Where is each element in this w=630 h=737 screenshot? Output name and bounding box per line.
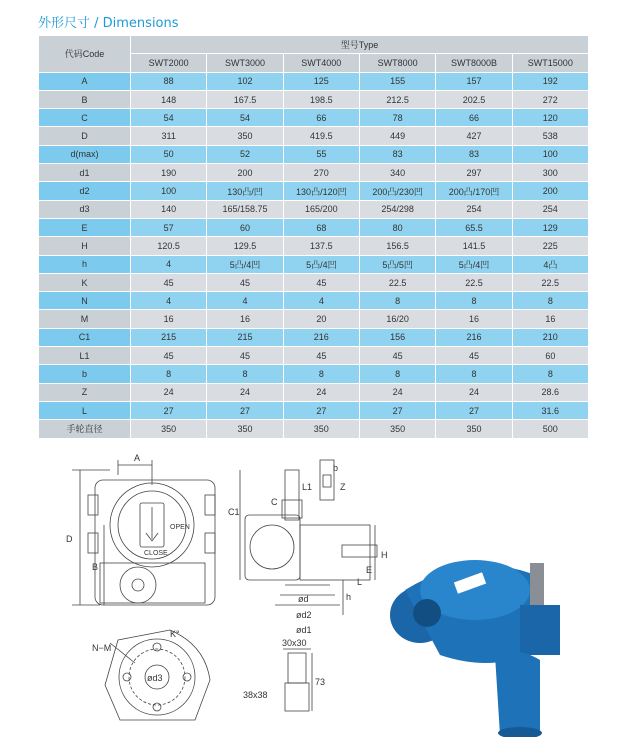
- table-row: [39, 310, 589, 328]
- value-cell: 5凸/4凹: [207, 255, 283, 273]
- value-cell: 141.5: [436, 237, 512, 255]
- value-cell: 16/20: [359, 310, 435, 328]
- value-cell: 24: [436, 383, 512, 401]
- value-cell: 350: [436, 420, 512, 438]
- value-cell: 340: [359, 164, 435, 182]
- value-cell: 225: [512, 237, 588, 255]
- table-row: [39, 347, 589, 365]
- value-cell: 50: [131, 145, 207, 163]
- table-row: [39, 328, 589, 346]
- value-cell: 45: [131, 347, 207, 365]
- value-cell: 57: [131, 218, 207, 236]
- code-cell: A: [39, 72, 131, 90]
- value-cell: 192: [512, 72, 588, 90]
- value-cell: 5凸/4凹: [283, 255, 359, 273]
- value-cell: 8: [283, 365, 359, 383]
- table-row: [39, 182, 589, 200]
- value-cell: 215: [131, 328, 207, 346]
- label-NM: N−M: [92, 643, 112, 653]
- value-cell: 157: [436, 72, 512, 90]
- dimension-drawings: [0, 445, 630, 737]
- value-cell: 8: [512, 365, 588, 383]
- value-cell: 45: [131, 273, 207, 291]
- table-row: [39, 218, 589, 236]
- value-cell: 16: [131, 310, 207, 328]
- value-cell: 27: [207, 401, 283, 419]
- code-cell: Z: [39, 383, 131, 401]
- value-cell: 254/298: [359, 200, 435, 218]
- value-cell: 129.5: [207, 237, 283, 255]
- value-cell: 16: [436, 310, 512, 328]
- value-cell: 167.5: [207, 90, 283, 108]
- label-E: E: [366, 565, 373, 575]
- value-cell: 8: [359, 365, 435, 383]
- code-cell: d1: [39, 164, 131, 182]
- code-header: 代码Code: [39, 36, 131, 73]
- value-cell: 27: [283, 401, 359, 419]
- label-h: h: [346, 592, 352, 602]
- label-d2: ød2: [296, 610, 312, 620]
- value-cell: 297: [436, 164, 512, 182]
- value-cell: 45: [283, 273, 359, 291]
- label-d3: ød3: [147, 673, 163, 683]
- value-cell: 16: [207, 310, 283, 328]
- value-cell: 80: [359, 218, 435, 236]
- code-cell: M: [39, 310, 131, 328]
- value-cell: 4: [283, 292, 359, 310]
- value-cell: 212.5: [359, 90, 435, 108]
- value-cell: 100: [131, 182, 207, 200]
- value-cell: 272: [512, 90, 588, 108]
- value-cell: 165/158.75: [207, 200, 283, 218]
- label-L1: L1: [302, 482, 313, 492]
- label-d1: ød1: [296, 625, 312, 635]
- value-cell: 24: [283, 383, 359, 401]
- value-cell: 130凸/凹: [207, 182, 283, 200]
- value-cell: 202.5: [436, 90, 512, 108]
- label-30x30: 30x30: [282, 638, 307, 648]
- label-close: CLOSE: [144, 550, 168, 557]
- value-cell: 350: [131, 420, 207, 438]
- value-cell: 155: [359, 72, 435, 90]
- code-cell: 手轮直径: [39, 420, 131, 438]
- code-cell: C1: [39, 328, 131, 346]
- value-cell: 83: [359, 145, 435, 163]
- table-row: [39, 109, 589, 127]
- value-cell: 4: [131, 255, 207, 273]
- value-cell: 8: [436, 292, 512, 310]
- label-38x38: 38x38: [243, 690, 268, 700]
- value-cell: 68: [283, 218, 359, 236]
- value-cell: 60: [207, 218, 283, 236]
- code-cell: N: [39, 292, 131, 310]
- value-cell: 31.6: [512, 401, 588, 419]
- model-header-cell: SWT8000: [359, 54, 435, 72]
- value-cell: 54: [207, 109, 283, 127]
- value-cell: 22.5: [436, 273, 512, 291]
- shaft-detail-drawing: [243, 638, 325, 711]
- value-cell: 427: [436, 127, 512, 145]
- key-detail-drawing: [320, 460, 346, 500]
- table-row: [39, 164, 589, 182]
- value-cell: 83: [436, 145, 512, 163]
- value-cell: 65.5: [436, 218, 512, 236]
- value-cell: 22.5: [359, 273, 435, 291]
- value-cell: 88: [131, 72, 207, 90]
- value-cell: 311: [131, 127, 207, 145]
- value-cell: 130凸/120凹: [283, 182, 359, 200]
- model-header-cell: SWT4000: [283, 54, 359, 72]
- table-row: [39, 200, 589, 218]
- model-header-cell: SWT2000: [131, 54, 207, 72]
- value-cell: 60: [512, 347, 588, 365]
- value-cell: 350: [359, 420, 435, 438]
- model-header-cell: SWT15000: [512, 54, 588, 72]
- label-B: B: [92, 562, 99, 572]
- value-cell: 5凸/5凹: [359, 255, 435, 273]
- type-header: 型号Type: [131, 36, 589, 54]
- value-cell: 449: [359, 127, 435, 145]
- code-cell: H: [39, 237, 131, 255]
- table-row: [39, 90, 589, 108]
- value-cell: 78: [359, 109, 435, 127]
- label-C: C: [271, 497, 278, 507]
- value-cell: 200: [512, 182, 588, 200]
- model-header-cell: SWT3000: [207, 54, 283, 72]
- value-cell: 4: [207, 292, 283, 310]
- value-cell: 8: [436, 365, 512, 383]
- value-cell: 200凸/230凹: [359, 182, 435, 200]
- value-cell: 350: [283, 420, 359, 438]
- label-open: OPEN: [170, 524, 190, 531]
- label-L: L: [357, 577, 363, 587]
- code-cell: D: [39, 127, 131, 145]
- code-cell: C: [39, 109, 131, 127]
- value-cell: 350: [207, 420, 283, 438]
- value-cell: 22.5: [512, 273, 588, 291]
- table-row: [39, 401, 589, 419]
- code-cell: L: [39, 401, 131, 419]
- label-b: b: [333, 463, 339, 473]
- value-cell: 27: [436, 401, 512, 419]
- value-cell: 210: [512, 328, 588, 346]
- value-cell: 54: [131, 109, 207, 127]
- value-cell: 45: [436, 347, 512, 365]
- code-cell: L1: [39, 347, 131, 365]
- code-cell: B: [39, 90, 131, 108]
- table-row: [39, 420, 589, 438]
- value-cell: 24: [131, 383, 207, 401]
- code-cell: h: [39, 255, 131, 273]
- value-cell: 27: [131, 401, 207, 419]
- value-cell: 254: [436, 200, 512, 218]
- value-cell: 198.5: [283, 90, 359, 108]
- front-view-drawing: [66, 453, 215, 605]
- value-cell: 66: [283, 109, 359, 127]
- value-cell: 16: [512, 310, 588, 328]
- code-cell: d(max): [39, 145, 131, 163]
- value-cell: 190: [131, 164, 207, 182]
- table-row: [39, 383, 589, 401]
- label-Z: Z: [340, 482, 346, 492]
- value-cell: 500: [512, 420, 588, 438]
- value-cell: 137.5: [283, 237, 359, 255]
- value-cell: 120: [512, 109, 588, 127]
- code-cell: d2: [39, 182, 131, 200]
- label-A: A: [134, 453, 141, 463]
- value-cell: 102: [207, 72, 283, 90]
- table-row: [39, 273, 589, 291]
- value-cell: 215: [207, 328, 283, 346]
- value-cell: 100: [512, 145, 588, 163]
- value-cell: 20: [283, 310, 359, 328]
- value-cell: 4凸: [512, 255, 588, 273]
- model-header-cell: SWT8000B: [436, 54, 512, 72]
- value-cell: 8: [359, 292, 435, 310]
- table-row: [39, 72, 589, 90]
- value-cell: 216: [283, 328, 359, 346]
- value-cell: 538: [512, 127, 588, 145]
- value-cell: 28.6: [512, 383, 588, 401]
- table-row: [39, 127, 589, 145]
- value-cell: 45: [283, 347, 359, 365]
- value-cell: 120.5: [131, 237, 207, 255]
- value-cell: 419.5: [283, 127, 359, 145]
- value-cell: 216: [436, 328, 512, 346]
- value-cell: 55: [283, 145, 359, 163]
- dimensions-table: [38, 35, 589, 439]
- value-cell: 200凸/170凹: [436, 182, 512, 200]
- value-cell: 125: [283, 72, 359, 90]
- label-H: H: [381, 550, 388, 560]
- value-cell: 140: [131, 200, 207, 218]
- value-cell: 27: [359, 401, 435, 419]
- product-image: [390, 560, 560, 737]
- value-cell: 8: [207, 365, 283, 383]
- side-view-drawing: [228, 470, 388, 635]
- value-cell: 66: [436, 109, 512, 127]
- value-cell: 52: [207, 145, 283, 163]
- label-D: D: [66, 534, 73, 544]
- value-cell: 45: [359, 347, 435, 365]
- value-cell: 156.5: [359, 237, 435, 255]
- code-cell: d3: [39, 200, 131, 218]
- value-cell: 270: [283, 164, 359, 182]
- value-cell: 8: [131, 365, 207, 383]
- value-cell: 156: [359, 328, 435, 346]
- label-C1: C1: [228, 507, 240, 517]
- label-K: K°: [170, 629, 180, 639]
- code-cell: K: [39, 273, 131, 291]
- flange-view-drawing: [92, 629, 210, 720]
- value-cell: 148: [131, 90, 207, 108]
- value-cell: 45: [207, 347, 283, 365]
- value-cell: 24: [359, 383, 435, 401]
- value-cell: 8: [512, 292, 588, 310]
- value-cell: 254: [512, 200, 588, 218]
- value-cell: 5凸/4凹: [436, 255, 512, 273]
- value-cell: 129: [512, 218, 588, 236]
- table-row: [39, 365, 589, 383]
- value-cell: 24: [207, 383, 283, 401]
- label-d: ød: [298, 594, 309, 604]
- table-row: [39, 145, 589, 163]
- value-cell: 200: [207, 164, 283, 182]
- table-row: [39, 292, 589, 310]
- code-cell: b: [39, 365, 131, 383]
- value-cell: 45: [207, 273, 283, 291]
- table-row: [39, 237, 589, 255]
- label-73: 73: [315, 677, 326, 687]
- page-title: 外形尺寸 / Dimensions: [38, 16, 179, 31]
- value-cell: 300: [512, 164, 588, 182]
- table-row: [39, 255, 589, 273]
- value-cell: 4: [131, 292, 207, 310]
- code-cell: E: [39, 218, 131, 236]
- value-cell: 350: [207, 127, 283, 145]
- value-cell: 165/200: [283, 200, 359, 218]
